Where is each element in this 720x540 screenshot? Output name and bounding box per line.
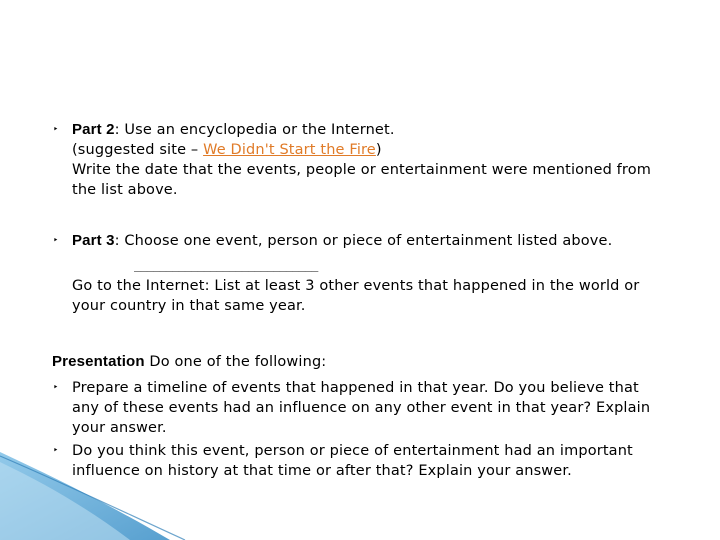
presentation-intro: Do one of the following: xyxy=(144,354,327,370)
part2-line-1 xyxy=(72,120,651,140)
part2-section xyxy=(72,120,651,200)
part2-heading: Part 2 xyxy=(72,121,115,138)
arrow-bullet-icon: ‣ xyxy=(53,125,59,135)
part2-line-2 xyxy=(72,140,651,160)
part2-line-4: the list above. xyxy=(72,182,178,198)
part3-blank-line: _____________________________ xyxy=(134,258,318,272)
presentation-item-2 xyxy=(72,441,633,481)
part3-line-1 xyxy=(72,231,612,251)
presentation-item-1 xyxy=(72,378,650,438)
presentation-item-2-line-1: Do you think this event, person or piece of entertainment had an important xyxy=(72,443,633,459)
part2-colon-text: : Use an encyclopedia or the Internet. xyxy=(114,122,395,138)
part3-colon-text: : Choose one event, person or piece of entertainment listed above. xyxy=(114,233,613,249)
part2-suggested-suffix: ) xyxy=(375,142,382,158)
presentation-heading: Presentation xyxy=(52,353,145,370)
presentation-title-line xyxy=(52,352,326,372)
arrow-bullet-icon: ‣ xyxy=(53,236,59,246)
part3-section xyxy=(72,231,612,251)
presentation-item-1-line-3: your answer. xyxy=(72,420,167,436)
part3-line-4: your country in that same year. xyxy=(72,298,306,314)
part3-line-3: Go to the Internet: List at least 3 other events that happened in the world or xyxy=(72,278,640,294)
arrow-bullet-icon: ‣ xyxy=(53,446,59,456)
presentation-item-1-line-1: Prepare a timeline of events that happened in that year. Do you believe that xyxy=(72,380,639,396)
part3-instructions xyxy=(72,276,639,316)
we-didnt-start-the-fire-link[interactable]: We Didn't Start the Fire xyxy=(203,142,376,158)
part3-heading: Part 3 xyxy=(72,232,115,249)
presentation-section xyxy=(52,352,326,372)
part2-suggested-prefix: (suggested site – xyxy=(72,142,204,158)
arrow-bullet-icon: ‣ xyxy=(53,383,59,393)
presentation-item-2-line-2: influence on history at that time or after that? Explain your answer. xyxy=(72,463,572,479)
presentation-item-1-line-2: any of these events had an influence on any other event in that year? Explain xyxy=(72,400,651,416)
part2-line-3: Write the date that the events, people or entertainment were mentioned from xyxy=(72,162,652,178)
